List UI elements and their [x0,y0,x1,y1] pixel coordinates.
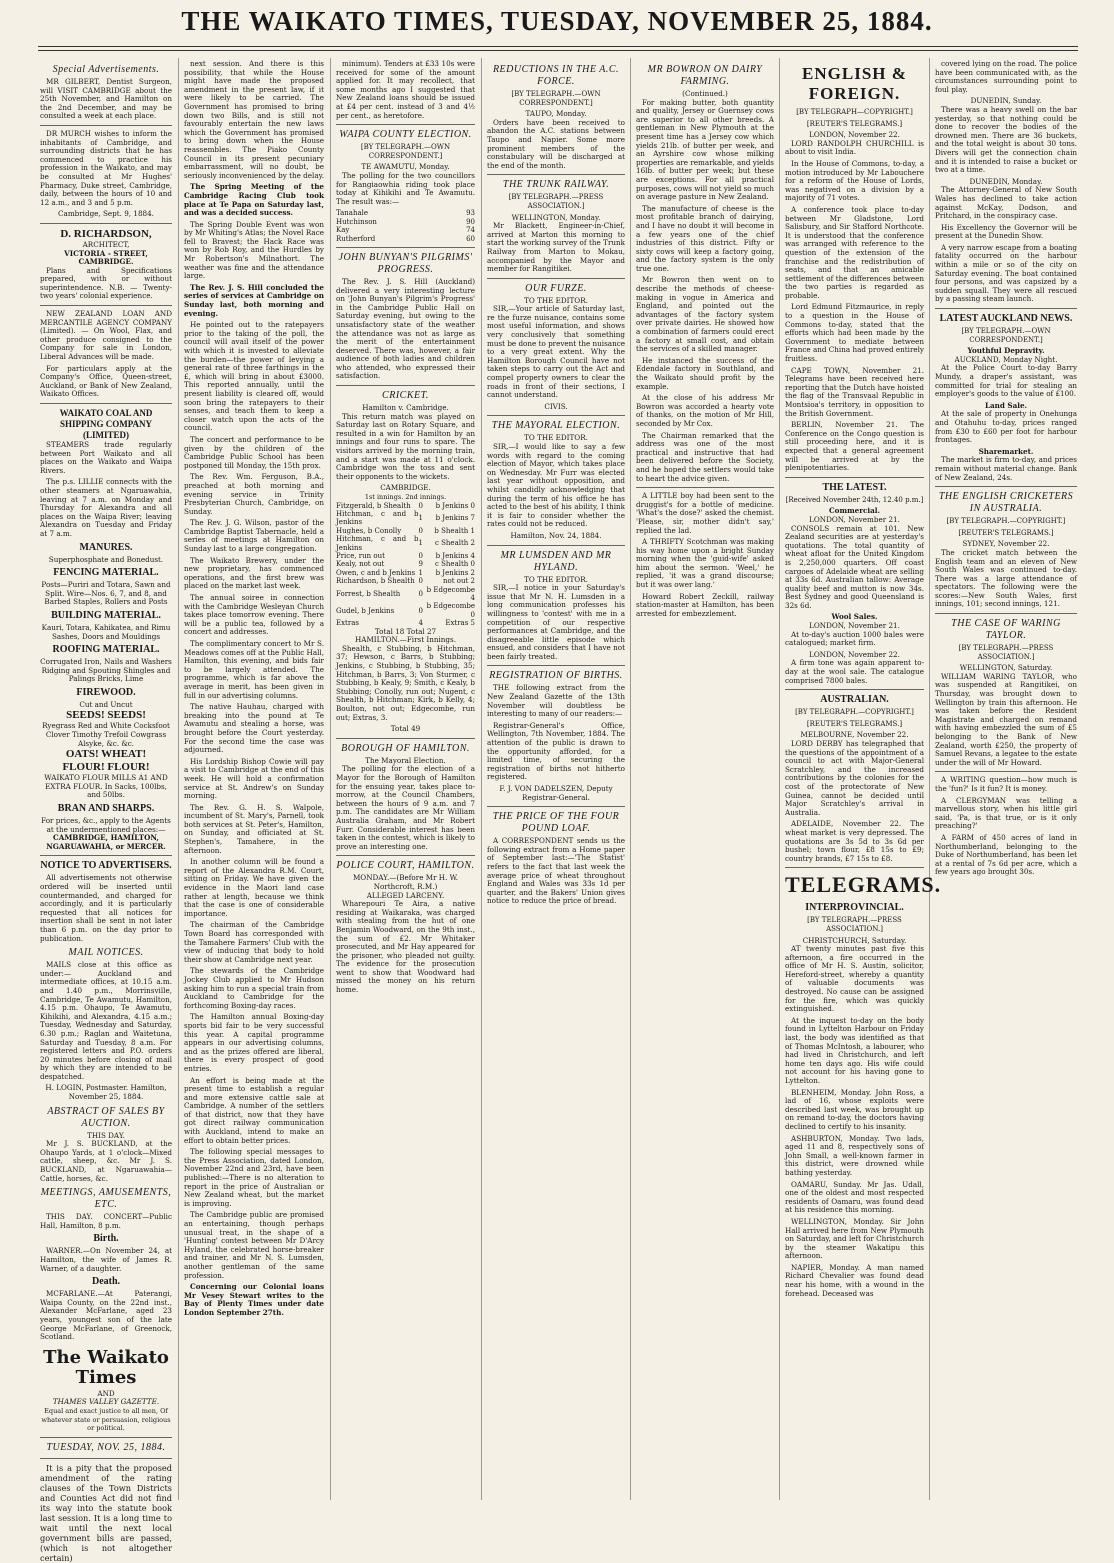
column-5 [636,60,774,1500]
sharemarket-heading: Sharemarket. [978,446,1034,456]
waring-heading: THE CASE OF WARING TAYLOR. [951,618,1061,642]
latest-received: [Received November 24th, 12.40 p.m.] [785,495,924,504]
poll-results [336,209,475,243]
cricketers-byline: [BY TELEGRAPH.—COPYRIGHT.] [946,517,1066,526]
divider [40,855,172,856]
manures-heading: MANURES. [79,541,133,553]
masthead-title: THE WAIKATO TIMES, TUESDAY, NOVEMBER 25, 1884. [181,6,933,36]
hamilton-total: Total 49 [390,724,421,734]
cricket-text: This return match was played on Saturday last on Rotary Square, and resulted in a win for Hamilton by an innings and four runs to spare. The visitors arrived by the morning train, and a start was made at 11 o'clock. Cambridge won the toss and sent their opponents to the wickets. [336,411,475,481]
article-paragraph: His Excellency the Governor will be present at the Dunedin Show. [935,222,1077,241]
waring-byline: [BY TELEGRAPH.—PRESS ASSOCIATION.] [958,644,1054,661]
article-paragraph: His Lordship Bishop Cowie will pay a visit to Cambridge at the end of this week. He will hold a confirmation service at St. Andrew's on Sunday morning. [184,756,324,801]
score-row [336,560,475,568]
article-paragraph: CAPE TOWN, November 21. Telegrams have been received here reporting that the Dutch have hoisted the flag of the Transvaal Republic in Montsioa's territory, in opposition to the British Government. [785,365,924,418]
score-batsman: Gudel, b Jenkins [336,606,395,615]
innings-label: 1st innings. 2nd innings. [364,493,447,501]
lumsden-text: SIR,—I notice in your Saturday's issue that Mr N. H. Lumsden in a long communication professes his willingness to 'contest' with me in a competition of our respective performances at Cambridge, and the disagreeable little episode which ensued, and considers that I have not been fairly treated. [487,583,625,661]
meetings-text: THIS DAY. CONCERT—Public Hall, Hamilton, 8 p.m. [40,1212,172,1230]
score-row [336,602,475,619]
column-rule [630,58,631,1500]
poll-row [336,226,475,234]
score-batsman: Extras [336,619,359,628]
borough-text: The polling for the election of a Mayor for the Borough of Hamilton for the ensuing year, takes place to-morrow, at the Council Chambers, between the hours of 9 a.m. and 7 p.m. The candidates are Mr William Australia Graham, and Mr Robert Furr. Considerable interest has been taken in the contest, which is likely to prove an interesting one. [336,764,475,851]
column-4 [487,60,625,1500]
bran-text: For prices, &c., apply to the Agents at the undermentioned places:— [41,816,171,834]
article-paragraph: AT twenty minutes past five this afternoon, a fire occurred in the office of Mr H. S. Austin, solicitor, Hereford-street, whereby a quantity of valuable documents was destroyed. No cause can be assigned for the fire, which was quickly extinguished. [785,944,924,1014]
score-row [336,527,475,535]
article-paragraph: There was a heavy swell on the bar yesterday, so that nothing could be done to recover the bodies of the drowned men. There are 36 buckets, and the total weight is about 30 tons. Divers will get the connection chain and it is intended to raise a bucket or two at a time. [935,104,1077,175]
article-paragraph: ASHBURTON, Monday. Two lads, aged 11 and 8, respectively sons of John Small, a well-known farmer in this district, were drowned while bathing yesterday. [785,1133,924,1177]
divider [40,305,172,306]
reductions-byline: [BY TELEGRAPH.—OWN CORRESPONDENT.] [511,90,601,107]
article-paragraph: The stewards of the Cambridge Jockey Club applied to Mr Hudson asking him to run a special train from Auckland to Cambridge for the forthcoming Boxing-day races. [184,966,324,1010]
latest-text: CONSOLS remain at 101. New Zealand securities are at yesterday's quotations. The total quantity of wheat afloat for the United Kingdom is 2,250,000 quarters. Off coast cargoes of Adelaide wheat are selling at 33s 6d. Australian tallow: Average quality beef and mutton is now 34s. Best Sydney and good Queensland is 32s 6d. [785,523,924,610]
article-paragraph: next session. And there is this possibility, that while the House might have made the proposed amendment in the present law, if it were likely to be carried. The Government has promised to bring down two Bills, and is still not favourably entertain the new laws which the Government has promised to bring down when the House reassembles. The Piako County Council in its present pecuniary embarrassment, will no doubt, be seriously inconvenienced by the delay. [184,59,324,180]
nz-loan-ad-2: For particulars apply at the Company's Office, Queen-street, Auckland, or Bank of New Zealand, Waikato Offices. [40,363,172,399]
article-paragraph: In another column will be found a report of the Alexandra R.M. Court, sitting on Friday. We have given the evidence in the Maori land case rather at length, because we think that the case is one of considerable importance. [184,857,324,918]
trunk-heading: THE TRUNK RAILWAY. [502,179,610,191]
score-first: 4 [418,619,423,628]
police-heading: POLICE COURT, HAMILTON. [336,860,475,872]
article-paragraph: The Attorney-General of New South Wales has declined to take action against McKay, Dodson, and Pritchard, in the conspiracy case. [935,185,1077,221]
column-3 [336,60,475,1500]
interprovincial-byline: [BY TELEGRAPH.—PRESS ASSOCIATION.] [807,916,902,933]
wool-text: At to-day's auction 1000 bales were catalogued; market firm. [785,629,924,648]
firewood-heading: FIREWOOD. [76,686,136,698]
poll-votes: 60 [466,234,475,243]
mail-sign: H. LOGIN, Postmaster. Hamilton, November 25, 1884. [45,1083,167,1102]
article-paragraph: The concert and performance to be given by the children of the Cambridge Public School has been postponed till Monday, the 15th prox. [184,434,324,470]
bunyan-heading: JOHN BUNYAN'S PILGRIMS' PROGRESS. [338,251,473,275]
score-second: b Edgecombe 4 [426,585,475,603]
borough-heading: BOROUGH OF HAMILTON. [341,742,470,754]
divider [785,689,924,690]
cricket-scorecard [336,502,475,628]
waipa-place: TE AWAMUTU, Monday. [361,162,450,172]
mail-text: MAILS close at this office as under:— Auckland and intermediate offices, at 10.15 a.m. and 1.40 p.m., Morrinsville, Cambridge, Te Awamutu, Hamilton, 4.15 p.m. Ohaupo, Te Awamutu, Kihikihi, and Alexandra, 4.15 a.m.; Tuesday, Wednesday and Saturday, 6.30 p.m.; Raglan and Waitetuna, Saturday and Tuesday, 8 a.m. For registered letters and P.O. orders 20 minutes before closing of mail by which they are intended to be despatched. [40,960,172,1081]
score-first: 9 [418,560,423,569]
column-7 [935,60,1077,1500]
death-heading: Death. [91,1276,121,1288]
column-rule [481,58,482,1500]
interprovincial-heading: INTERPROVINCIAL. [805,902,904,914]
lillie-text: The p.s. LILLIE connects with the other steamers at Ngaruawahia, leaving at 7 a.m. on Monday and Thursday for Alexandra and all places on the Waipa River; leaving Alexandra on Tuesday and Friday at 7 a.m. [40,477,172,538]
article-paragraph: He instanced the success of the Edendale factory in Southland, and the Waikato should profit by the example. [636,355,774,391]
furze-sign: CIVIS. [544,401,568,411]
divider [935,771,1077,772]
reductions-heading: REDUCTIONS IN THE A.C. FORCE. [492,64,620,87]
article-paragraph: The annual soiree in connection with the Cambridge Wesleyan Church takes place tomorrow evening. There will be a public tea, followed by a concert and addresses. [184,593,324,637]
score-second: b Jenkins 7 [435,514,475,523]
divider [935,486,1077,487]
score-first: 0 [418,526,423,535]
death-text: MCFARLANE.—At Paterangi, Waipa County, on the 22nd inst., Alexander McFarlane, aged 23 years, youngest son of the late George McFarlane, of Greenock, Scotland. [40,1289,172,1342]
sales-heading: ABSTRACT OF SALES BY AUCTION. [47,1105,165,1129]
article-paragraph: Howard Robert Zeckill, railway station-master at Hamilton, has been arrested for embezzlement. [636,591,774,618]
article-paragraph: A conference took place to-day between Mr Gladstone, Lord Salisbury, and Sir Stafford Northcote. It is understood that the conference was arranged with reference to the question of the extension of the franchise and the redistribution of seats, and that an amicable settlement of the differences between the two parties is regarded as probable. [785,204,924,300]
article-paragraph: WELLINGTON, Monday. Sir John Hall arrived here from New Plymouth on Saturday, and left for Christchurch by the steamer Wakatipu this afternoon. [785,1216,924,1261]
registration-text-2: Registrar-General's Office, Wellington, 7th November, 1884. The attention of the public is drawn to the opportunity afforded, for a limited time, of securing the registration of births not hitherto registered. [487,720,625,782]
sharemarket-text: The market is firm to-day, and prices remain without material change. Bank of New Zealand, 24s. [935,455,1077,482]
column-6 [785,60,942,1500]
score-batsman: Hitchman, c and b Jenkins [336,510,419,527]
score-row [336,586,475,603]
poll-votes: 90 [466,217,475,226]
waring-place: WELLINGTON, Saturday. [959,663,1053,673]
bran-heading: BRAN AND SHARPS. [57,803,155,815]
furze-heading: OUR FURZE. [525,282,587,294]
score-first: 1 [418,568,423,577]
score-batsman: Hitchman, c and b Jenkins [336,535,419,552]
birth-text: WARNER.—On November 24, at Hamilton, the wife of James R. Warner, of a daughter. [40,1246,172,1273]
roofing-heading: ROOFING MATERIAL. [52,644,160,656]
dunedin-place: DUNEDIN, Sunday. [970,96,1042,106]
divider [487,415,625,416]
divider [487,174,625,175]
coal-company-text: STEAMERS trade regularly between Port Waikato and all places on the Waikato and Waipa Rivers. [40,440,172,475]
article-paragraph: The following special messages to the Press Association, dated London, November 22nd and 23rd, have been published:—There is no alteration to report in the price of Australian or New Zealand wheat, but the market is improving. [184,1147,324,1208]
borough-subheading: The Mayoral Election. [365,755,446,765]
leader-text: It is a pity that the proposed amendment of the rating clauses of the Town Districts and Counties Act did not find its way into the statute book last session. It is a long time to wait until the next local government bills are passed, (which is not altogether certain) [40,1462,172,1563]
special-ads-heading: Special Advertisements. [52,64,160,75]
mail-heading: MAIL NOTICES. [68,947,144,959]
divider [336,855,475,856]
notice-heading: NOTICE TO ADVERTISERS. [40,860,172,872]
seeds-heading: SEEDS! SEEDS! [66,709,146,722]
divider [636,487,774,488]
cambridge-label: CAMBRIDGE. [380,483,431,493]
article-paragraph: The Rev. Wm. Ferguson, B.A., preached at both morning and evening service in Trinity Presbyterian Church, Cambridge, on Sunday. [184,472,324,516]
masthead-rule [38,46,1078,47]
score-second: b Shealth 1 [434,526,475,535]
article-paragraph: An effort is being made at the present time to establish a regular and more extensive cattle sale at Cambridge. A number of the settlers of that district, now that they have got direct railway communication with Auckland, intend to make an effort to obtain better prices. [184,1075,324,1145]
richardson-role: ARCHITECT, [82,239,130,249]
article-paragraph: The chairman of the Cambridge Town Board has corresponded with the Tamahere Farmers' Club with the view of inducing that body to hold their show at Cambridge next year. [184,920,324,964]
divider [935,308,1077,309]
score-second: c Shealth 2 [434,539,475,548]
bowron-continued: (Continued.) [682,89,728,98]
score-second: b Jenkins 2 [435,568,475,577]
score-row [336,535,475,552]
hamilton-scores: Shealth, c Stubbing, b Hitchman, 37; Hewson, c Barrs, b Stubbing; Jenkins, c Stubbing, b Stubbing, 35; Hitchman, b Barrs, 3; Von Sturmer, c Stubbing, b Kealy, 9; Smith, c Kealy, b Stubbing; Conolly, run out; Nugent, c Shealth, b Hitchman; Kirk, b Kelly, 4; Boulton, not out; Edgecombe, run out; Extras, 3. [336,643,475,722]
latest-heading: THE LATEST. [822,481,887,493]
divider [40,403,172,404]
australian-heading: AUSTRALIAN. [820,694,889,706]
notice-text: All advertisements not otherwise ordered will be inserted until countermanded, and charged for accordingly, and it is particularly requested that all notices for insertion shall be sent in not later than 6 p.m. on the day prior to publication. [40,873,172,943]
score-first: 1 [418,539,423,548]
australian-text-2: ADELAIDE, November 22. The wheat market is very depressed. The quotations are 3s 5d to 3s 6d per bushel; town flour, £8 15s to £9; country brands, £7 15s to £8. [785,819,924,863]
article-paragraph: A LITTLE boy had been sent to the druggist's for a bottle of medicine. 'What's the dose?' asked the chemist. 'Please, sir, mother didn't say,' replied the lad. [636,491,774,535]
article-paragraph: At the close of his address Mr Bowron was accorded a hearty vote of thanks, on the motion of Mr Hill, seconded by Mr Cox. [636,393,774,428]
hamilton-label: HAMILTON.—First Innings. [354,635,456,645]
sales-text: Mr J. S. BUCKLAND, at the Ohaupo Yards, at 1 o'clock—Mixed cattle, sheep, &c. Mr J. S. BUCKLAND, at Ngaruawahia—Cattle, horses, &c. [40,1139,172,1183]
wool-text-2: A firm tone was again apparent to-day at the wool sale. The catalogue comprised 7800 bales. [785,658,924,685]
wool-heading: Wool Sales. [831,612,878,622]
mayoral-text: SIR,—I would like to say a few words with regard to the coming election of Mayor, which takes place on Wednesday. Mr Furr was elected last year without opposition, and whilst candidly acknowledging that during the term of his office he has acted to the best of his ability, I think it is fair to consider whether the rates could not be reduced. [487,442,625,529]
divider [487,665,625,666]
richardson-text: Plans and Specifications prepared, with or without superintendence. N.B. — Twenty-two years' colonial experience. [40,265,172,301]
article-paragraph: The Cambridge public are promised an entertaining, though perhaps unusual treat, in the shape of a 'Hunting' contest between Mr D'Arcy Hyland, the celebrated horse-breaker and trainer, and Mr N. S. Lumsden, another gentleman of the same profession. [184,1210,324,1280]
police-subheading: ALLEGED LARCENY. [366,890,445,900]
trunk-text: Mr Blackett, Engineer-in-Chief, arrived at Marton this morning to start the working survey of the Trunk Railway from Marton to Mokau, accompanied by the Mayor and member for Rangitikei. [487,221,625,274]
firewood-list: Cut and Uncut [79,699,133,709]
cricketers-text: The cricket match between the English team and an eleven of New South Wales was continued to-day. There was a large attendance of spectators. The following were the scores:—New South Wales, first innings, 101; second innings, 121. [935,547,1077,609]
dateline: TUESDAY, NOV. 25, 1884. [46,1441,166,1453]
column-rule [779,58,780,1500]
reductions-text: Orders have been received to abandon the A.C. stations between Taupo and Napier. Some more prominent members of the constabulary will be discharged at the end of the month. [487,117,625,170]
land-sale-heading: Land Sale. [984,400,1028,410]
reductions-place: TAUPO, Monday. [525,109,587,119]
divider [336,124,475,125]
english-reuters: [REUTER'S TELEGRAMS.] [806,119,903,128]
wool-place-2: LONDON, November 22. [809,649,900,659]
divider [785,867,924,868]
article-paragraph: In the House of Commons, to-day, a motion introduced by Mr Labouchere for a reform of the House of Lords, was negatived on a division by a majority of 71 votes. [785,158,924,203]
waipa-heading: WAIPA COUNTY ELECTION. [339,129,472,141]
latest-subheading: Commercial. [828,506,881,516]
divider [487,278,625,279]
score-row [336,577,475,585]
article-paragraph: The Chairman remarked that the address was one of the most practical and instructive that had been delivered before the Society, and he hoped the settlers would take to heart the advice given. [636,430,774,483]
score-batsman: Richardson, b Shealth [336,577,415,586]
score-batsman: Kealy, not out [336,560,385,569]
score-batsman: Owen, c and b Jenkins [336,568,416,577]
article-paragraph: covered lying on the road. The police have been communicated with, as the circumstances surrounding point to foul play. [935,59,1077,94]
fencing-list: Posts—Puriri and Totara, Sawn and Split. Wire—Nos. 6, 7, and 8, and Barbed Staples, Rollers and Posts [41,580,171,607]
registration-heading: REGISTRATION OF BIRTHS. [489,670,623,682]
column-1 [40,60,172,1563]
article-paragraph: The Spring Double Event was won by Mr Whiting's Atlas; the Novel Race fell to Bravest; the Hack Race was won by Rob Roy, and the Hurdles by Mr Robertson's Milnathort. The weather was fine and the attendance large. [184,219,324,281]
poll-votes: 74 [466,226,475,235]
cricketers-reuters: [REUTER'S TELEGRAMS.] [958,528,1054,537]
lumsden-heading: MR LUMSDEN AND MR HYLAND. [500,549,612,573]
auckland-heading: LATEST AUCKLAND NEWS. [939,313,1073,325]
building-heading: BUILDING MATERIAL. [51,609,161,621]
sales-day: THIS DAY. [87,1130,125,1140]
cricketers-place: SYDNEY, November 22. [962,539,1050,549]
roofing-list: Corrugated Iron, Nails and Washers Ridging and Spouting Shingles and Palings Bricks, Lime [40,657,172,684]
interprovincial-place: CHRISTCHURCH, Saturday. [802,935,907,945]
latest-place: LONDON, November 21. [809,514,900,524]
article-paragraph: A THRIFTY Scotchman was making his way home upon a bright Sunday morning when the 'guid-wife' asked him about the sermon. 'Weel,' he replied, 'it was a grand discourse; but it was ower lang.' [636,537,774,590]
article-paragraph: NAPIER, Monday. A man named Richard Chevalier was found dead near his home, with a wound in the forehead. Deceased was [785,1262,924,1298]
cricket-total: Total 18 Total 27 [374,626,437,636]
article-paragraph: A CLERGYMAN was telling a marvellous story, when his little girl said, 'Pa, is that true, or is it only preaching?' [935,795,1077,831]
waikato-times-logo: The Waikato Times [43,1346,169,1388]
score-first: 0 [418,589,423,598]
column-rule [178,58,179,1500]
english-byline: [BY TELEGRAPH—COPYRIGHT.] [796,108,913,116]
poll-row [336,218,475,226]
nz-loan-ad: NEW ZEALAND LOAN AND MERCANTILE AGENCY COMPANY (Limited). — On Wool, Flax, and other produce consigned to the Company for sale in London, Liberal Advances will be made. [40,309,172,362]
score-second: Extras 5 [445,619,475,628]
hill-lead: The Rev. J. S. Hill concluded the series of services at Cambridge on Sunday last, both morning and evening. [184,282,324,318]
land-sale-text: At the sale of property in Onehunga and Otahuhu to-day, prices ranged from £30 to £60 per foot for harbour frontages. [935,409,1077,445]
poll-candidate: Kay [336,226,350,235]
manures-list: Superphosphate and Bonedust. [48,554,164,564]
article-paragraph: Lord Edmund Fitzmaurice, in reply to a question in the House of Commons to-day, stated that the efforts which had been made by the Government to mediate between France and China had proved entirely fruitless. [785,302,924,364]
australian-reuters: [REUTER'S TELEGRAMS.] [806,719,903,728]
cricketers-heading: THE ENGLISH CRICKETERS IN AUSTRALIA. [938,491,1074,515]
score-row [336,502,475,510]
score-row [336,569,475,577]
score-first: 1 [418,514,423,523]
murch-date: Cambridge, Sept. 9, 1884. [58,209,154,219]
article-paragraph: For making butter, both quantity and quality, Jersey or Guernsey cows are superior to all other breeds. A gentleman in New Plymouth at the present time has a Jersey cow which yields 21lb. of butter per week, and an Ayrshire cow whose milking properties are remarkable, and yields 16lb. of butter per week; but these are exceptions. For all practical purposes, cows will not yield so much on average pasture in New Zealand. [636,97,774,202]
article-paragraph: The Waikato Brewery, under the new proprietary, has commenced operations, and the first brew was placed on the market last week. [184,555,324,591]
divider [935,613,1077,614]
divider [336,385,475,386]
auckland-text: At the Police Court to-day Barry Mundy, a draper's assistant, was committed for trial for stealing an employer's goods to the value of £100. [935,363,1077,399]
australian-place: MELBOURNE, November 22. [800,730,909,740]
police-date: MONDAY.—(Before Mr H. W. Northcroft, R.M.) [352,873,459,891]
logo-and: AND [97,1388,115,1398]
poll-candidate: Tanahale [336,209,369,218]
column-2 [184,60,324,1500]
waring-text: WILLIAM WARING TAYLOR, who was suspended at Rangitikei, on Thursday, was brought down to Wellington by train this afternoon. He was taken before the Resident Magistrate and charged on remand with having embezzled the sum of £5 belonging to the Bank of New Zealand, worth £250, the property of Samuel Revans, a legatee to the estate under the will of Mr Howard. [935,671,1077,767]
coal-company-heading: WAIKATO COAL AND SHIPPING COMPANY (LIMITED) [59,408,153,440]
score-first: 0 [418,552,423,561]
article-paragraph: minimum). Tenders at £33 10s were received for some of the amount applied for. It may recollect, that some months ago I suggested that New Zealand loans should be issued at £4 per cent. instead of 3 and 4½ per cent., as heretofore. [336,59,475,120]
furze-to: TO THE EDITOR. [524,295,588,305]
richardson-address: VICTORIA - STREET, CAMBRIDGE. [64,248,148,267]
price-text: A CORRESPONDENT sends us the following extract from a Home paper of September last:—'The Statist' refers to the fact that last week the average price of wheat throughout England and Wales was 33s 1d per quarter, and the Bakers' Union gives notice to reduce the price of bread. [487,836,625,906]
poll-row [336,209,475,217]
article-paragraph: A very narrow escape from a boating fatality occurred on the harbour within a mile or so of the city on Saturday evening. The boat contained four persons, and was capsized by a sudden squall. They were all rescued by a passing steam launch. [935,242,1077,304]
richardson-name: D. RICHARDSON, [60,227,152,240]
article-paragraph: The Hamilton annual Boxing-day sports bid fair to be very successful this year. A capital programme appears in our advertising columns, and as the prizes offered are liberal, there is every prospect of good entries. [184,1012,324,1073]
english-foreign-heading: ENGLISH & FOREIGN. [802,64,907,103]
article-paragraph: A FARM of 450 acres of land in Northumberland, belonging to the Duke of Northumberland, has been let at a rental of 7s 6d per acre, which a few years ago brought 30s. [935,832,1077,877]
agents-list: CAMBRIDGE, HAMILTON, NGARUAWAHIA, or MERCER. [46,833,166,851]
score-batsman: Hughes, b Conolly [336,526,402,535]
column-rule [330,58,331,1500]
column-rule [929,58,930,1500]
score-batsman: Price, run out [336,552,385,561]
article-paragraph: A WRITING question—how much is the 'fun?' Is it fun? It is money. [935,775,1077,793]
score-second: c Shealth 0 [434,560,475,569]
oats-wheat-heading: OATS! WHEAT! [65,748,147,761]
meetings-heading: MEETINGS, AMUSEMENTS, ETC. [40,1187,172,1211]
divider [40,1437,172,1438]
bowron-heading: MR BOWRON ON DAIRY FARMING. [647,64,763,87]
divider [785,477,924,478]
score-second: not out 2 [443,577,475,586]
divider [40,223,172,224]
score-second: b Jenkins 4 [435,552,475,561]
article-paragraph: OAMARU, Sunday. Mr Jas. Udall, one of the oldest and most respected residents of Oamaru, was found dead at his residence this morning. [785,1179,924,1215]
trunk-byline: [BY TELEGRAPH.—PRESS ASSOCIATION.] [508,193,604,210]
article-paragraph: He pointed out to the ratepayers prior to the taking of the poll, the council will avail itself of the power with which it is invested to alleviate the burden—the power of levying a general rate of three farthings in the £, which will bring in about £3000. This reported annually, until the present liability is cleared off, would soon bring the ratepayers to their senses, and teach them to keep a closer watch upon the acts of the council. [184,320,324,433]
article-paragraph: The complimentary concert to Mr S. Meadows comes off at the Public Hall, Hamilton, this evening, and bids fair to be largely attended. The programme, which is far above the average in merit, has been given in full in our advertising columns. [184,639,324,700]
poll-votes: 93 [466,209,475,218]
article-paragraph: The manufacture of cheese is the most profitable branch of dairying, and I have no doubt it will become in a few years one of the chief industries of this district. Fifty or sixty cows will keep a factory going, and the factory system is the only true one. [636,203,774,273]
article-paragraph: The Rev. J. G. Wilson, pastor of the Cambridge Baptist Tabernacle, held a series of meetings at Hamilton on Sunday last to a large congregation. [184,518,324,554]
logo-subtitle: THAMES VALLEY GAZETTE. [52,1397,160,1407]
poll-candidate: Hutchinson [336,217,377,226]
waipa-byline: [BY TELEGRAPH.—OWN CORRESPONDENT.] [360,143,451,160]
score-row [336,510,475,527]
australian-text: LORD DERBY has telegraphed that the questions of the appointment of a council to act with Major-General Scratchley, and the increased contributions by the colonies for the cost of the protectorate of New Guinea, cannot be decided until Major Scratchley's arrival in Australia. [785,739,924,817]
registration-sign: F. J. VON DADELSZEN, Deputy Registrar-General. [499,784,613,802]
poll-row [336,235,475,243]
divider [40,125,172,126]
mayoral-to: TO THE EDITOR. [524,433,588,443]
building-list: Kauri, Totara, Kahikatea, and Rimu Sashes, Doors and Mouldings [41,622,171,641]
article-paragraph: Concerning our Colonial loans Mr Vesey Stewart writes to the Bay of Plenty Times under date London September 27th. [184,1282,324,1317]
score-first: 0 [418,606,423,615]
article-paragraph: Mr Bowron then went on to describe the methods of cheese-making in vogue in America and England, and pointed out the advantages of the factory system over private dairies. He showed how a combination of farmers could erect a factory at small cost, and obtain the services of a skilled manager. [636,275,774,354]
auckland-byline: [BY TELEGRAPH.—OWN CORRESPONDENT.] [961,327,1051,344]
mayoral-heading: THE MAYORAL ELECTION. [491,420,621,432]
article-paragraph: BERLIN, November 21. The Conference on the Congo question is still proceeding here, and it is expected that a general agreement will be arrived at by the plenipotentiaries. [785,420,924,473]
score-second: b Edgecombe 0 [426,602,475,619]
motto: Equal and exact justice to all men, Of whatever state or persuasion, religious or political. [41,1406,171,1433]
divider [336,738,475,739]
article-paragraph: The Rev. G. H. S. Walpole, incumbent of St. Mary's, Parnell, took both services at St. Peter's, Hamilton, on Sunday, and officiated at St. Stephen's, Tamahere, in the afternoon. [184,802,324,855]
divider [487,545,625,546]
trunk-place: WELLINGTON, Monday. [511,212,601,222]
waipa-text: The polling for the two councillors for Rangiaowhia riding took place today at Kihikihi and Te Awamutu. The result was:— [336,170,475,206]
dunedin-place-2: DUNEDIN, Monday. [969,176,1043,186]
auckland-subheading: Youthful Depravity. [967,346,1045,356]
seeds-list: Ryegrass Red and White Cocksfoot Clover Timothy Trefoil Cowgrass Alsyke, &c. &c. [42,721,170,748]
poll-candidate: Rutherford [336,234,376,243]
registration-text: THE following extract from the New Zealand Gazette of the 13th November will doubtless be interesting to many of our readers:— [487,683,625,719]
price-heading: THE PRICE OF THE FOUR POUND LOAF. [492,811,620,835]
score-batsman: Fitzgerald, b Shealth [336,501,411,510]
divider [487,806,625,807]
australian-byline: [BY TELEGRAPH.—COPYRIGHT.] [795,708,914,717]
wool-place: LONDON, November 21. [809,621,900,631]
score-first: 0 [418,501,423,510]
flour-heading: FLOUR! FLOUR! [62,761,150,774]
auckland-place: AUCKLAND, Monday Night. [954,354,1058,364]
score-row [336,552,475,560]
article-paragraph: The native Hauhau, charged with breaking into the pound at Te Awamutu and stealing a horse, was brought before the Court yesterday. For the second time the case was adjourned. [184,702,324,755]
fencing-heading: FENCING MATERIAL. [53,567,159,579]
article-paragraph: BLENHEIM, Monday. John Ross, a lad of 16, whose exploits were described last week, was brought up on remand to-day, the doctors having declined to certify to his insanity. [785,1087,924,1131]
divider [336,247,475,248]
article-paragraph: LORD RANDOLPH CHURCHILL is about to visit India. [785,138,924,157]
score-second: b Jenkins 0 [435,501,475,510]
cricket-heading: CRICKET. [382,390,429,402]
murch-ad: DR MURCH wishes to inform the inhabitants of Cambridge, and surrounding districts that he has commenced to practice his profession in the Waikato, and may be consulted at Mr Hughes' Pharmacy, Duke street, Cambridge, daily, between the hours of 10 and 12 a.m., and 3 and 5 p.m. [40,128,172,207]
spring-meeting-lead: The Spring Meeting of the Cambridge Racing Club took place at Te Papa on Saturday last, and was a decided success. [184,182,324,218]
bunyan-text: The Rev. J. S. Hill (Auckland) delivered a very interesting lecture on 'John Bunyan's Pilgrim's Progress' in the Cambridge Public Hall on Saturday evening, but owing to the unsatisfactory state of the weather the attendance was not as large as the merit of the entertainment deserved. There was, however, a fair audience of both ladies and children who attended, who expressed their satisfaction. [336,276,475,381]
mayoral-sign: Hamilton, Nov. 24, 1884. [510,530,602,540]
masthead-rule-2 [38,50,1078,51]
gilbert-ad: MR GILBERT, Dentist Surgeon, will VISIT CAMBRIDGE about the 25th November, and Hamilton on the 2nd December, and may be consulted a week at each place. [40,77,172,121]
police-text: Wharepouri Te Aira, a native residing at Waikaraka, was charged with stealing from the hut of one Benjamin Woodward, on the 9th inst., the sum of £2. Mr Whitaker prosecuted, and Mr Hay appeared for the prisoner, who pleaded not guilty. The evidence for the prosecution went to show that Woodward had missed the money on his return home. [336,899,475,995]
telegrams-heading: TELEGRAMS. [785,872,942,898]
score-first: 0 [418,577,423,586]
flour-text: WAIKATO FLOUR MILLS A1 AND EXTRA FLOUR. In Sacks, 100lbs, and 50lbs. [44,773,168,800]
birth-heading: Birth. [93,1233,119,1245]
cricket-subheading: Hamilton v. Cambridge. [362,403,449,413]
english-place: LONDON, November 22. [809,130,900,140]
score-batsman: Forrest, b Shealth [336,589,401,598]
furze-text: SIR,—Your article of Saturday last, re the furze nuisance, contains some most useful information, and shows very conclusively that something must be done to prevent the nuisance to a very great extent. Why the Hamilton Borough Council have not taken steps to carry out the Act and compel property owners to clear the roads in front of their sections, I cannot understand. [487,304,625,400]
divider [40,1458,172,1459]
lumsden-to: TO THE EDITOR. [524,574,588,584]
article-paragraph: At the inquest to-day on the body found in Lyttelton Harbour on Friday last, the body was identified as that of Thomas McIntosh, a labourer, who had lived in Christchurch, and left home ten days ago. His wife could not account for his having gone to Lyttelton. [785,1015,924,1085]
